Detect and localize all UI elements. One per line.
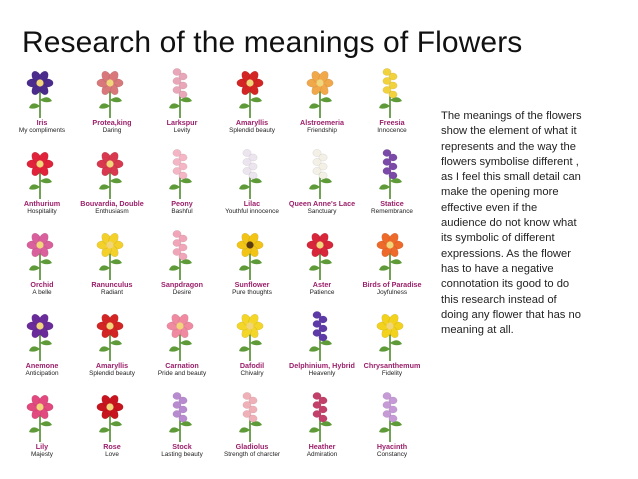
flower-card [356,64,426,144]
flower-name: Aster [312,280,332,289]
flower-meaning: Admiration [306,451,338,458]
flower-meaning: Radiant [100,289,124,296]
flower-name: Carnation [165,361,199,370]
flower-meaning: My compliments [18,127,66,134]
flower-meaning: Splendid beauty [89,370,135,377]
flower-card [146,64,216,144]
flower-card [286,307,356,387]
flower-name: Freesia [379,118,405,127]
flower-name: Dafodil [239,361,265,370]
anthurium-flower-icon [12,147,68,199]
flower-card [6,64,76,144]
body-line: effective even if the [441,201,538,214]
flower-meaning: Joyfulness [376,289,408,296]
amaryllis-flower-icon [222,66,278,118]
anemone-flower-icon [12,309,68,361]
flower-meaning: Patience [309,289,335,296]
flower-meaning: Constancy [376,451,408,458]
protea-flower-icon [82,66,138,118]
body-line: has to have a negative [441,262,554,275]
flower-meaning: Pure thoughts [232,289,272,296]
rose-flower-icon [82,390,138,442]
delphinium-flower-icon [292,309,348,361]
sunflower-flower-icon [222,228,278,280]
flower-card [76,388,146,468]
body-line: its symbolic of different [441,232,555,245]
flower-name: Lily [35,442,49,451]
freesia-flower-icon [362,66,418,118]
body-line: meaning at all. [441,324,514,337]
snapdragon-flower-icon [152,228,208,280]
flower-card [216,307,286,387]
flower-card [216,145,286,225]
flower-name: Alstroemeria [300,118,344,127]
flower-meaning: Lasting beauty [161,451,203,458]
body-paragraph [441,109,631,338]
flower-meaning: Fidelity [381,370,403,377]
stock-flower-icon [152,390,208,442]
flower-card [286,145,356,225]
flower-card [216,64,286,144]
heather-flower-icon [292,390,348,442]
flower-card [76,145,146,225]
body-line: flowers symbolise different , [441,155,579,168]
flower-name: Queen Anne's Lace [288,199,356,208]
daffodil-flower-icon [222,309,278,361]
flower-meaning: Enthusiasm [95,208,129,215]
flower-name: Orchid [30,280,54,289]
flower-name: Larkspur [166,118,198,127]
flower-card [356,307,426,387]
flower-card [356,226,426,306]
body-line: connotation its good to do [441,278,570,291]
alstroemeria-flower-icon [292,66,348,118]
flower-meaning: Bashful [171,208,193,215]
aster-flower-icon [292,228,348,280]
lilac-flower-icon [222,147,278,199]
flower-meaning: Anticipation [25,370,59,377]
carnation-flower-icon [152,309,208,361]
body-line: this research instead of [441,293,557,306]
queen-annes-lace-flower-icon [292,147,348,199]
larkspur-flower-icon [152,66,208,118]
flower-meaning: Hospitality [27,208,57,215]
body-line: as I feel this small detail can [441,171,581,184]
lily-flower-icon [12,390,68,442]
flower-card [76,64,146,144]
flower-name: Stock [172,442,192,451]
flower-card [6,145,76,225]
flower-card [6,307,76,387]
flower-meaning: Innocence [377,127,407,134]
flower-name: Bouvardia, Double [80,199,144,208]
body-line: make the opening more [441,186,559,199]
flower-meaning: Pride and beauty [157,370,207,377]
flower-name: Peony [171,199,193,208]
flower-name: Hyacinth [376,442,408,451]
flower-meaning: Daring [102,127,122,134]
body-line: show the element of what it [441,125,577,138]
flower-meaning: Chivalry [240,370,264,377]
flower-name: Ranunculus [91,280,133,289]
bird-of-paradise-flower-icon [362,228,418,280]
flower-meaning: Friendship [307,127,337,134]
flower-card [6,388,76,468]
flower-card [146,145,216,225]
flower-meaning: Remembrance [371,208,413,215]
flower-card [356,145,426,225]
flower-name: Iris [36,118,48,127]
flower-card [76,307,146,387]
flower-name: Lilac [243,199,261,208]
chrysanthemum-flower-icon [362,309,418,361]
peony-flower-icon [152,147,208,199]
flower-name: Amaryllis [95,361,129,370]
flower-card [286,388,356,468]
body-line: audience do not know what [441,217,577,230]
flower-name: Delphinium, Hybrid [289,361,355,370]
flower-grid [6,64,426,474]
bouvardia-flower-icon [82,147,138,199]
flower-meaning: Majesty [30,451,54,458]
flower-name: Sunflower [234,280,270,289]
iris-flower-icon [12,66,68,118]
hyacinth-flower-icon [362,390,418,442]
flower-name: Gladiolus [235,442,269,451]
flower-meaning: Sanctuary [307,208,337,215]
body-line: doing any flower that has no [441,308,581,321]
flower-card [146,388,216,468]
orchid-flower-icon [12,228,68,280]
flower-name: Anthurium [23,199,61,208]
flower-name: Sanpdragon [161,280,203,289]
flower-meaning: Strength of charcter [223,451,281,458]
flower-name: Amaryllis [235,118,269,127]
body-line: represents and the way the [441,140,576,153]
flower-meaning: Splendid beauty [229,127,275,134]
flower-card [6,226,76,306]
flower-card [216,388,286,468]
flower-card [76,226,146,306]
flower-meaning: A belle [32,289,52,296]
flower-card [286,226,356,306]
flower-card [146,307,216,387]
flower-card [146,226,216,306]
flower-name: Birds of Paradise [362,280,422,289]
flower-name: Rose [103,442,121,451]
flower-name: Anemone [25,361,59,370]
statice-flower-icon [362,147,418,199]
flower-name: Chrysanthemum [363,361,421,370]
flower-card [286,64,356,144]
amaryllis-flower-icon [82,309,138,361]
flower-meaning: Love [105,451,119,458]
body-line: The meanings of the flowers [441,110,582,122]
body-line: expressions. As the flower [441,247,571,260]
flower-name: Protea,king [92,118,132,127]
flower-name: Heather [308,442,336,451]
flower-card [216,226,286,306]
flower-name: Statice [380,199,404,208]
flower-meaning: Youthful innocence [225,208,279,215]
ranunculus-flower-icon [82,228,138,280]
slide-title: Research of the meanings of Flowers [22,26,523,59]
gladiolus-flower-icon [222,390,278,442]
flower-card [356,388,426,468]
flower-meaning: Levity [173,127,191,134]
flower-meaning: Desire [172,289,192,296]
flower-meaning: Heavenly [308,370,336,377]
